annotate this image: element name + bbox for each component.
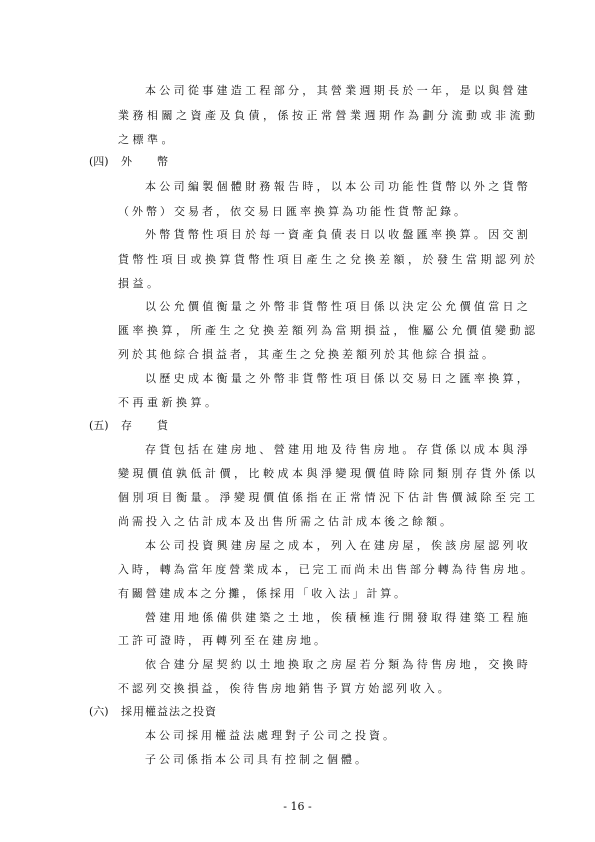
section-title: 外 幣 bbox=[121, 155, 169, 168]
text-line: 營建用地係備供建築之土地，俟積極進行開發取得建築工程施 bbox=[145, 611, 532, 624]
section-title: 採用權益法之投資 bbox=[121, 705, 217, 718]
text-line: 變現價值孰低計價，比較成本與淨變現價值時除同類別存貨外係以 bbox=[118, 467, 539, 480]
text-line: 不再重新換算。 bbox=[118, 396, 220, 409]
section-number: (五) bbox=[89, 419, 109, 432]
text-line: 本公司從事建造工程部分，其營業週期長於一年，是以與營建 bbox=[145, 84, 532, 97]
text-line: 有關營建成本之分攤，係採用「收入法」計算。 bbox=[118, 587, 408, 600]
section-number: (四) bbox=[89, 155, 109, 168]
text-line: 損益。 bbox=[118, 277, 162, 290]
text-line: 尚需投入之估計成本及出售所需之估計成本後之餘額。 bbox=[118, 515, 454, 528]
text-line: 存貨包括在建房地、營建用地及待售房地。存貨係以成本與淨 bbox=[145, 443, 532, 456]
text-line: 之標準。 bbox=[118, 133, 176, 146]
section-title: 存 貨 bbox=[121, 419, 169, 432]
text-line: 以歷史成本衡量之外幣非貨幣性項目係以交易日之匯率換算， bbox=[145, 372, 532, 385]
text-line: 以公允價值衡量之外幣非貨幣性項目係以決定公允價值當日之 bbox=[145, 300, 532, 313]
text-line: 業務相關之資產及負債，係按正常營業週期作為劃分流動或非流動 bbox=[118, 109, 539, 122]
text-line: 子公司係指本公司具有控制之個體。 bbox=[145, 753, 369, 766]
text-line: 本公司編製個體財務報告時，以本公司功能性貨幣以外之貨幣 bbox=[145, 180, 532, 193]
text-line: 本公司投資興建房屋之成本，列入在建房屋，俟該房屋認列收 bbox=[145, 539, 532, 552]
text-line: 匯率換算，所產生之兌換差額列為當期損益，惟屬公允價值變動認 bbox=[118, 324, 539, 337]
text-line: 列於其他綜合損益者，其產生之兌換差額列於其他綜合損益。 bbox=[118, 348, 496, 361]
text-line: （外幣）交易者，依交易日匯率換算為功能性貨幣記錄。 bbox=[118, 205, 468, 218]
text-line: 入時，轉為當年度營業成本，已完工而尚未出售部分轉為待售房地。 bbox=[118, 563, 535, 576]
text-line: 不認列交換損益，俟待售房地銷售予買方始認列收入。 bbox=[118, 682, 452, 695]
text-line: 依合建分屋契約以土地換取之房屋若分類為待售房地，交換時 bbox=[145, 658, 532, 671]
text-line: 外幣貨幣性項目於每一資產負債表日以收盤匯率換算。因交割 bbox=[145, 228, 532, 241]
text-line: 個別項目衡量。淨變現價值係指在正常情況下估計售價減除至完工 bbox=[118, 491, 539, 504]
text-line: 工許可證時，再轉列至在建房地。 bbox=[118, 634, 328, 647]
text-line: 本公司採用權益法處理對子公司之投資。 bbox=[145, 729, 397, 742]
page-number: - 16 - bbox=[283, 800, 312, 813]
text-line: 貨幣性項目或換算貨幣性項目產生之兌換差額，於發生當期認列於 bbox=[118, 253, 539, 266]
section-number: (六) bbox=[89, 705, 109, 718]
